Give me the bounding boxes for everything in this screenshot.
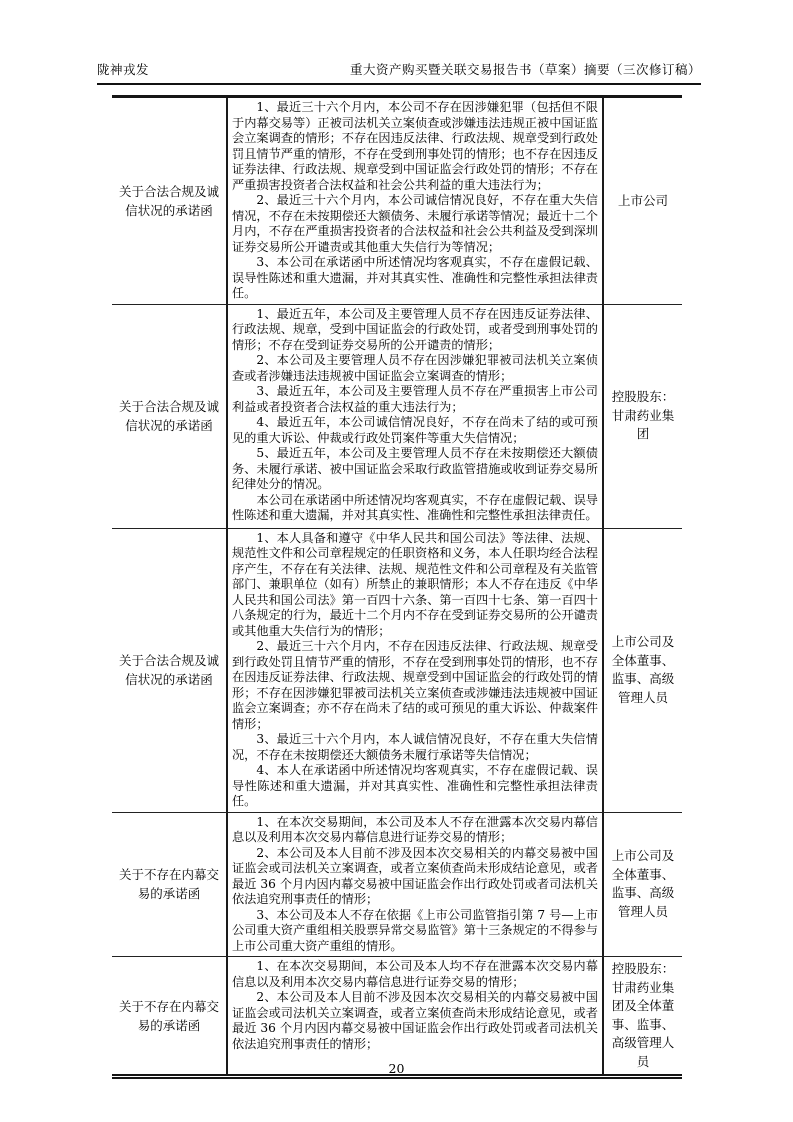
document-title: 重大资产购买暨关联交易报告书（草案）摘要（三次修订稿） (349, 62, 701, 77)
page-header (97, 60, 701, 85)
commitment-paragraph: 1、最近三十六个月内，本公司不存在因涉嫌犯罪（包括但不限于内幕交易等）正被司法机关立案侦查或涉嫌违法违规正被中国证监会立案调查的情形；不存在因违反法律、行政法规、规章受到行政处罚且情节严重的情形，不存在受到刑事处罚的情形；也不存在因违反证券法律、行政法规、规章受到中国证监会行政处罚的情形；不存在严重损害投资者合法权益和社会公共利益的重大违法行为； (232, 100, 598, 192)
commitment-paragraph: 1、本人具备和遵守《中华人民共和国公司法》等法律、法规、规范性文件和公司章程规定的任职资格和义务，本人任职均经合法程序产生，不存在有关法律、法规、规范性文件和公司章程及有关监管部门、兼职单位（如有）所禁止的兼职情形；本人不存在违反《中华人民共和国公司法》第一百四十六条、第一百四十七条、第一百四十八条规定的行为，最近十二个月内不存在受到证券交易所的公开谴责或其他重大失信行为的情形； (232, 530, 598, 638)
commitment-paragraph: 1、在本次交易期间，本公司及本人均不存在泄露本次交易内幕信息以及利用本次交易内幕信息进行证券交易的情形； (232, 959, 598, 989)
header-company-name: 陇神戎发 (97, 62, 150, 77)
commitment-party-cell (604, 305, 682, 528)
table-row (112, 813, 682, 958)
commitment-paragraph: 3、最近五年，本公司及主要管理人员不存在严重损害上市公司利益或者投资者合法权益的重大违法行为； (232, 384, 598, 414)
table-row (112, 957, 682, 1074)
table-row (112, 98, 682, 305)
commitment-name-cell (112, 305, 226, 528)
commitment-content-cell (226, 529, 604, 812)
commitment-content-cell (226, 957, 604, 1074)
commitment-paragraph: 4、最近五年，本公司诚信情况良好，不存在尚未了结的或可预见的重大诉讼、仲裁或行政处罚案件等重大失信情况； (232, 415, 598, 445)
commitment-name: 关于合法合规及诚信状况的承诺函 (118, 653, 219, 687)
commitment-name-cell (112, 957, 226, 1074)
commitment-paragraph: 5、最近五年，本公司及主要管理人员不存在未按期偿还大额债务、未履行承诺、被中国证监会采取行政监管措施或收到证券交易所纪律处分的情况。 (232, 446, 598, 491)
commitment-paragraph: 2、本公司及本人目前不涉及因本次交易相关的内幕交易被中国证监会或司法机关立案调查，或者立案侦查尚未形成结论意见，或者最近 36 个月内因内幕交易被中国证监会作出行政处罚或者司法机关依法追究刑事责任的情形； (232, 990, 598, 1051)
commitment-paragraph: 1、在本次交易期间，本公司及本人不存在泄露本次交易内幕信息以及利用本次交易内幕信息进行证券交易的情形； (232, 814, 598, 844)
commitment-content-cell (226, 98, 604, 304)
commitment-paragraph: 2、最近三十六个月内，本公司诚信情况良好，不存在重大失信情况，不存在未按期偿还大额债务、未履行承诺等情况；最近十二个月内，不存在严重损害投资者的合法权益和社会公共利益及受到深圳证券交易所公开谴责或其他重大失信行为等情况； (232, 193, 598, 254)
commitment-name: 关于合法合规及诚信状况的承诺函 (118, 183, 219, 218)
table-row (112, 529, 682, 813)
commitment-name-cell (112, 529, 226, 812)
commitment-paragraph: 2、本公司及主要管理人员不存在因涉嫌犯罪被司法机关立案侦查或者涉嫌违法违规被中国证监会立案调查的情形； (232, 353, 598, 383)
commitment-party-cell (604, 529, 682, 812)
commitment-name: 关于不存在内幕交易的承诺函 (118, 998, 219, 1033)
commitment-name: 关于合法合规及诚信状况的承诺函 (118, 399, 219, 433)
commitments-table (112, 95, 682, 1079)
commitment-party: 控股股东：甘肃药业集团 (611, 389, 675, 442)
commitment-party-cell (604, 98, 682, 304)
commitment-paragraph: 3、最近三十六个月内，本人诚信情况良好，不存在重大失信情况，不存在未按期偿还大额债务未履行承诺等失信情况； (232, 732, 598, 762)
commitment-party-cell (604, 957, 682, 1074)
commitment-name: 关于不存在内幕交易的承诺函 (118, 867, 219, 902)
commitment-paragraph: 2、本公司及本人目前不涉及因本次交易相关的内幕交易被中国证监会或司法机关立案调查，或者立案侦查尚未形成结论意见，或者最近 36 个月内因内幕交易被中国证监会作出行政处罚或者司法机关依法追究刑事责任的情形； (232, 845, 598, 906)
commitment-party: 上市公司及全体董事、监事、高级管理人员 (611, 848, 675, 919)
commitment-paragraph: 4、本人在承诺函中所述情况均客观真实，不存在虚假记载、误导性陈述和重大遗漏，并对其真实性、准确性和完整性承担法律责任。 (232, 763, 598, 808)
commitment-party: 上市公司 (617, 192, 668, 208)
commitment-name-cell (112, 813, 226, 957)
commitment-paragraph: 3、本公司及本人不存在依据《上市公司监管指引第 7 号—上市公司重大资产重组相关股票异常交易监管》第十三条规定的不得参与上市公司重大资产重组的情形。 (232, 907, 598, 953)
page-number: 20 (388, 1061, 405, 1076)
commitment-paragraph: 3、本公司在承诺函中所述情况均客观真实，不存在虚假记载、误导性陈述和重大遗漏，并对其真实性、准确性和完整性承担法律责任。 (232, 255, 598, 300)
commitment-name-cell (112, 98, 226, 304)
commitment-party: 控股股东：甘肃药业集团及全体董事、监事、高级管理人员 (611, 961, 675, 1069)
commitment-content-cell (226, 305, 604, 528)
commitment-party: 上市公司及全体董事、监事、高级管理人员 (611, 634, 675, 705)
commitment-paragraph: 本公司在承诺函中所述情况均客观真实，不存在虚假记载、误导性陈述和重大遗漏，并对其真实性、准确性和完整性承担法律责任。 (232, 492, 598, 522)
commitment-content-cell (226, 813, 604, 957)
commitment-paragraph: 2、最近三十六个月内，不存在因违反法律、行政法规、规章受到行政处罚且情节严重的情形，不存在受到刑事处罚的情形，也不存在因违反证券法律、行政法规、规章受到中国证监会的行政处罚的情形；不存在因涉嫌犯罪被司法机关立案侦查或涉嫌违法违规被中国证监会立案调查；亦不存在尚未了结的或可预见的重大诉讼、仲裁案件情形； (232, 639, 598, 731)
table-row (112, 305, 682, 529)
commitment-paragraph: 1、最近五年，本公司及主要管理人员不存在因违反证券法律、行政法规、规章，受到中国证监会的行政处罚，或者受到刑事处罚的情形；不存在受到证券交易所的公开谴责的情形； (232, 306, 598, 352)
commitment-party-cell (604, 813, 682, 957)
